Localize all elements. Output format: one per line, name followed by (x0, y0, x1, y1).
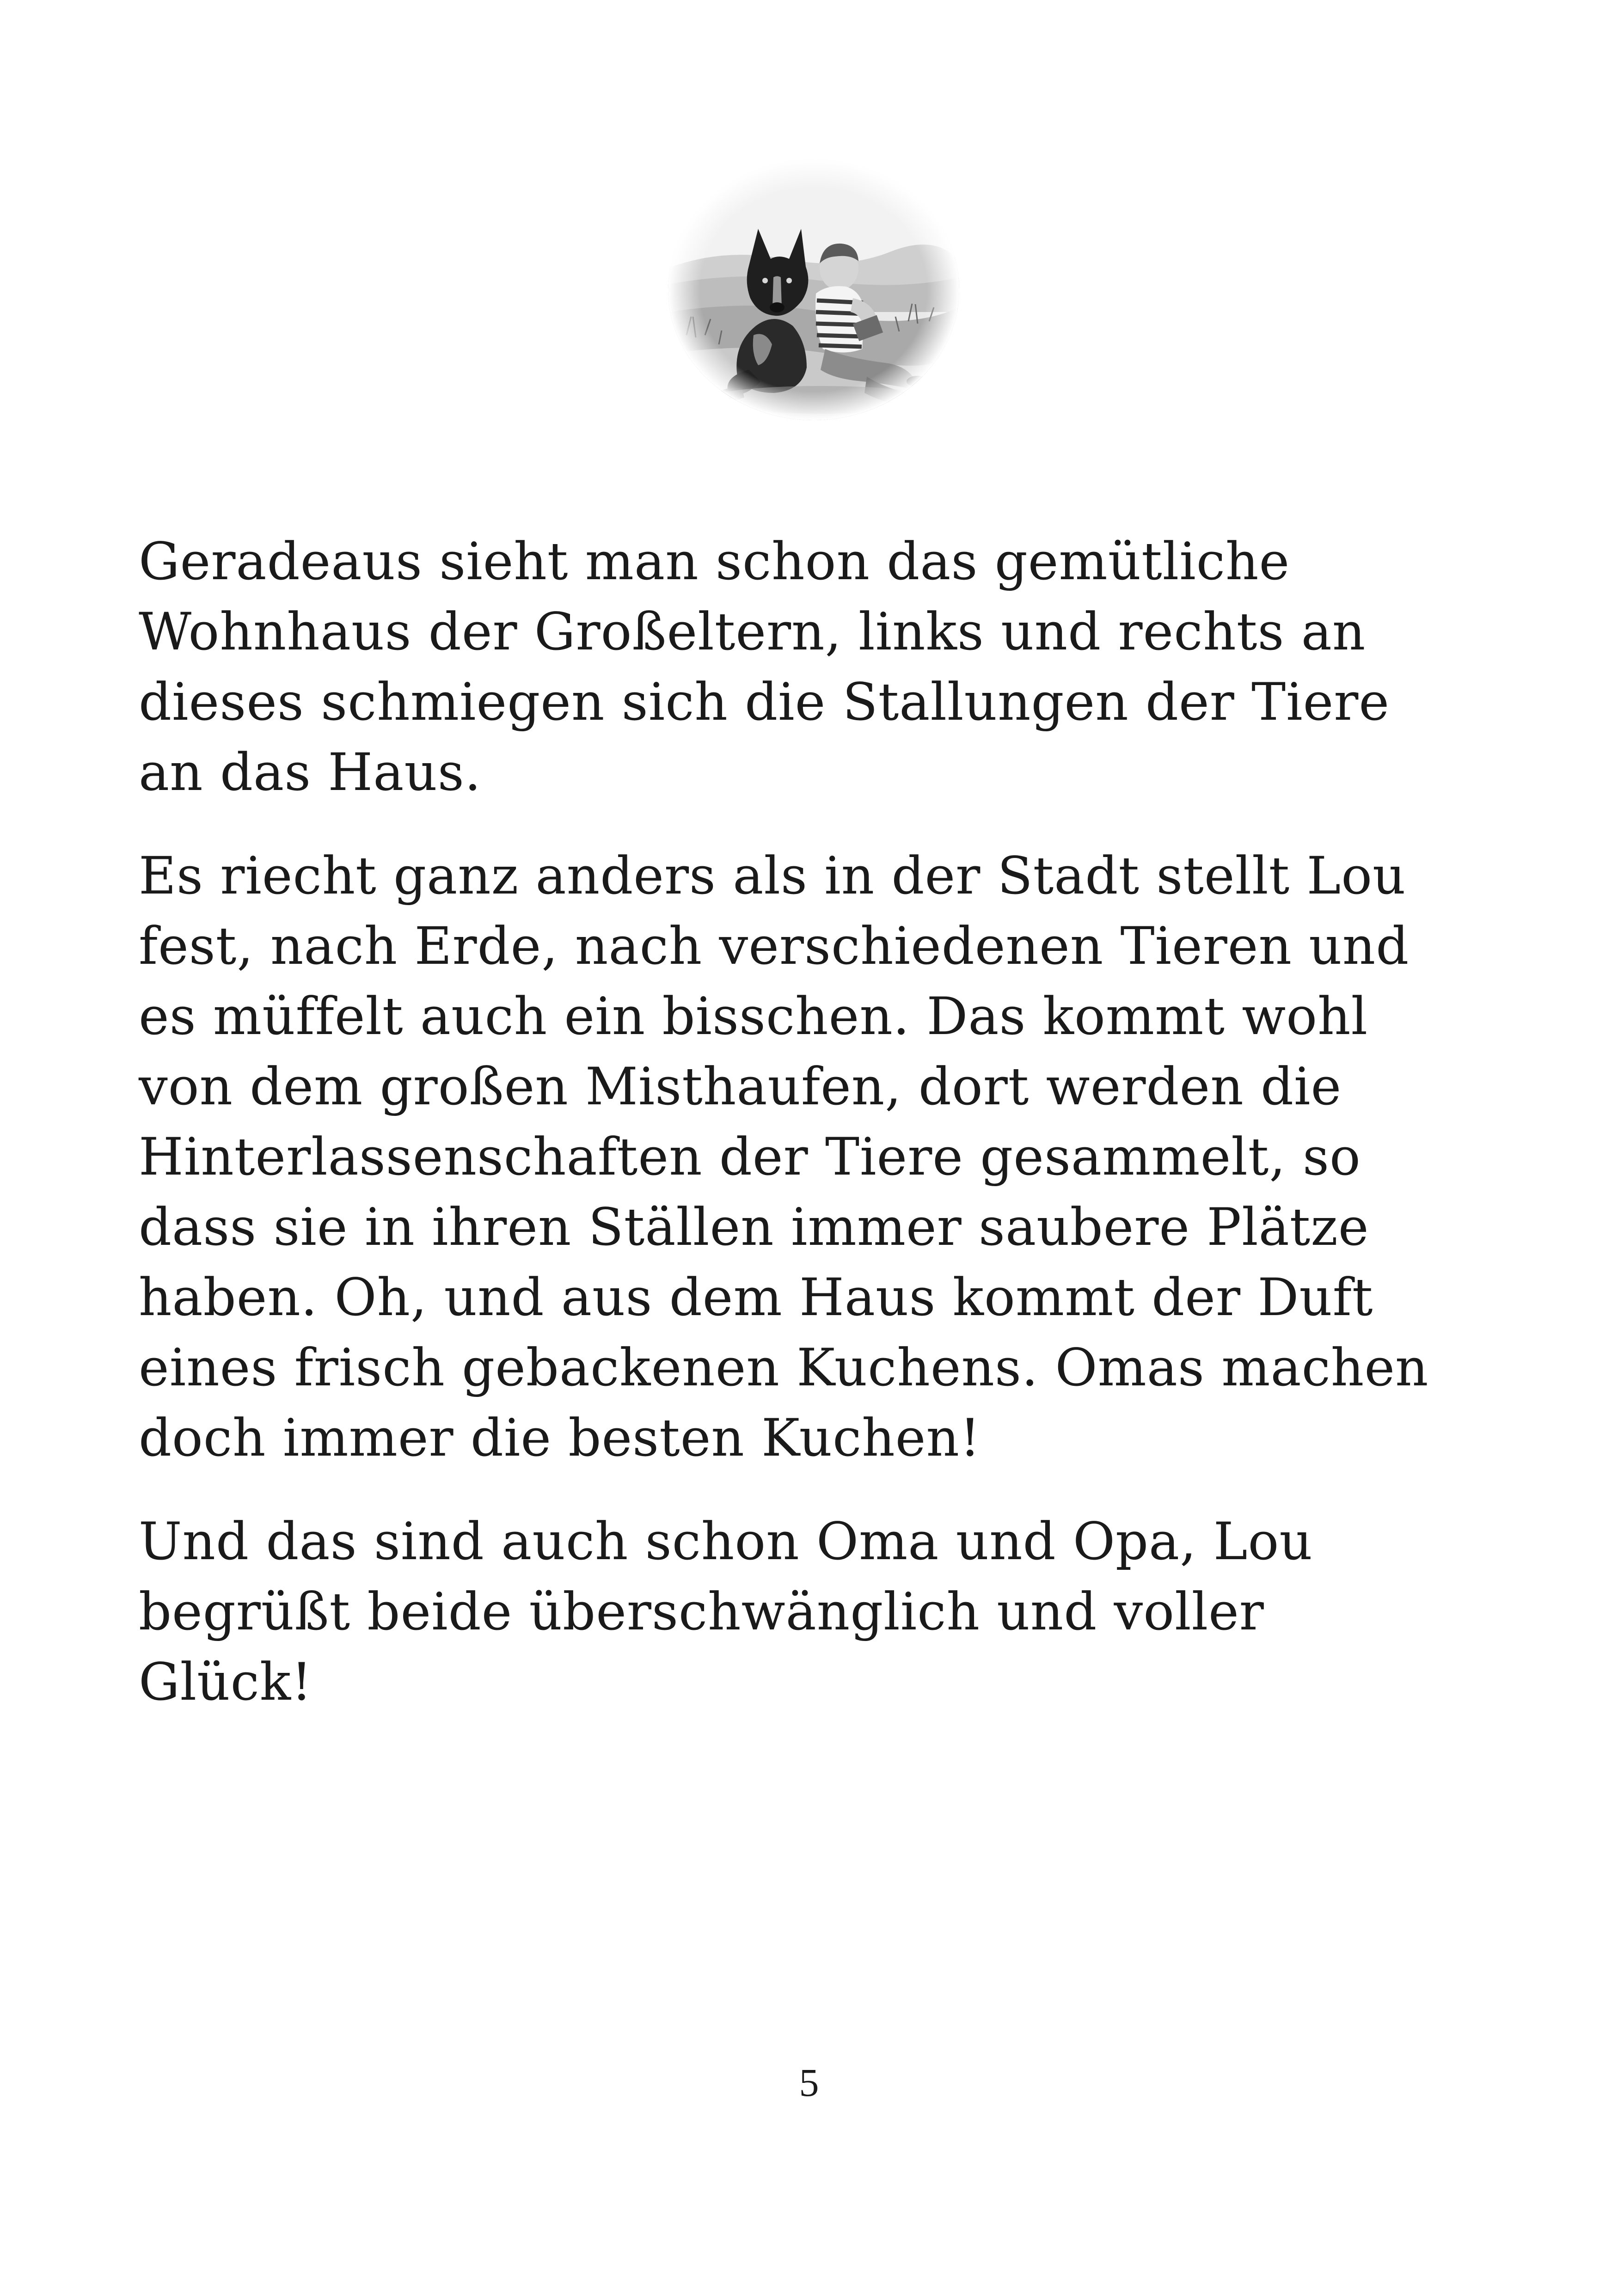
paragraph: Und das sind auch schon Oma und Opa, Lou begrüßt beide überschwänglich und voller Glück! (139, 1512, 1313, 1712)
story-text (139, 527, 1502, 1751)
paragraph: Es riecht ganz anders als in der Stadt stellt Lou fest, nach Erde, nach verschiedenen Tieren und es müffelt auch ein bisschen. Das kommt wohl von dem großen Misthaufen, dort werden die Hinterlassenschaften der Tiere gesammelt, so dass sie in ihren Ställen immer saubere Plätze haben. Oh, und aus dem Haus kommt der Duft eines frisch gebackenen Kuchens. Omas machen doch immer die besten Kuchen! (139, 846, 1429, 1468)
boy-with-dog-vignette-icon (668, 159, 959, 421)
paragraph: Geradeaus sieht man schon das gemütliche Wohnhaus der Großeltern, links und rechts an dieses schmiegen sich die Stallungen der Tiere an das Haus. (139, 532, 1390, 802)
page-number: 5 (799, 2060, 819, 2105)
